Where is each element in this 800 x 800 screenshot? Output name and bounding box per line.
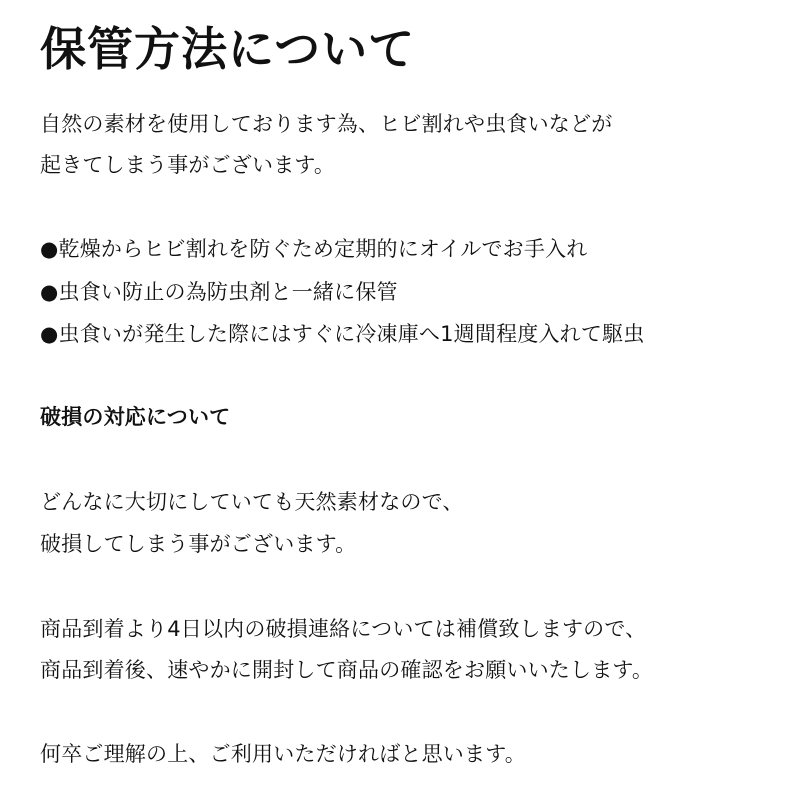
care-bullet-2: ●虫食い防止の為防虫剤と一緒に保管: [40, 280, 398, 304]
damage-line-1: どんなに大切にしていても天然素材なので、: [40, 490, 464, 514]
closing-text: 何卒ご理解の上、ご利用いただければと思います。: [40, 742, 526, 766]
intro-line-1: 自然の素材を使用しております為、ヒビ割れや虫食いなどが: [40, 112, 613, 136]
care-bullet-3: ●虫食いが発生した際にはすぐに冷凍庫へ1週間程度入れて駆虫: [40, 322, 645, 346]
damage-line-4: 商品到着後、速やかに開封して商品の確認をお願いいたします。: [40, 658, 654, 682]
damage-line-3: 商品到着より4日以内の破損連絡については補償致しますので、: [40, 617, 647, 641]
page-title: 保管方法について: [40, 22, 416, 76]
intro-line-2: 起きてしまう事がございます。: [40, 153, 336, 177]
care-bullet-1: ●乾燥からヒビ割れを防ぐため定期的にオイルでお手入れ: [40, 237, 588, 261]
damage-line-2: 破損してしまう事がございます。: [40, 532, 357, 556]
damage-heading: 破損の対応について: [40, 405, 231, 429]
